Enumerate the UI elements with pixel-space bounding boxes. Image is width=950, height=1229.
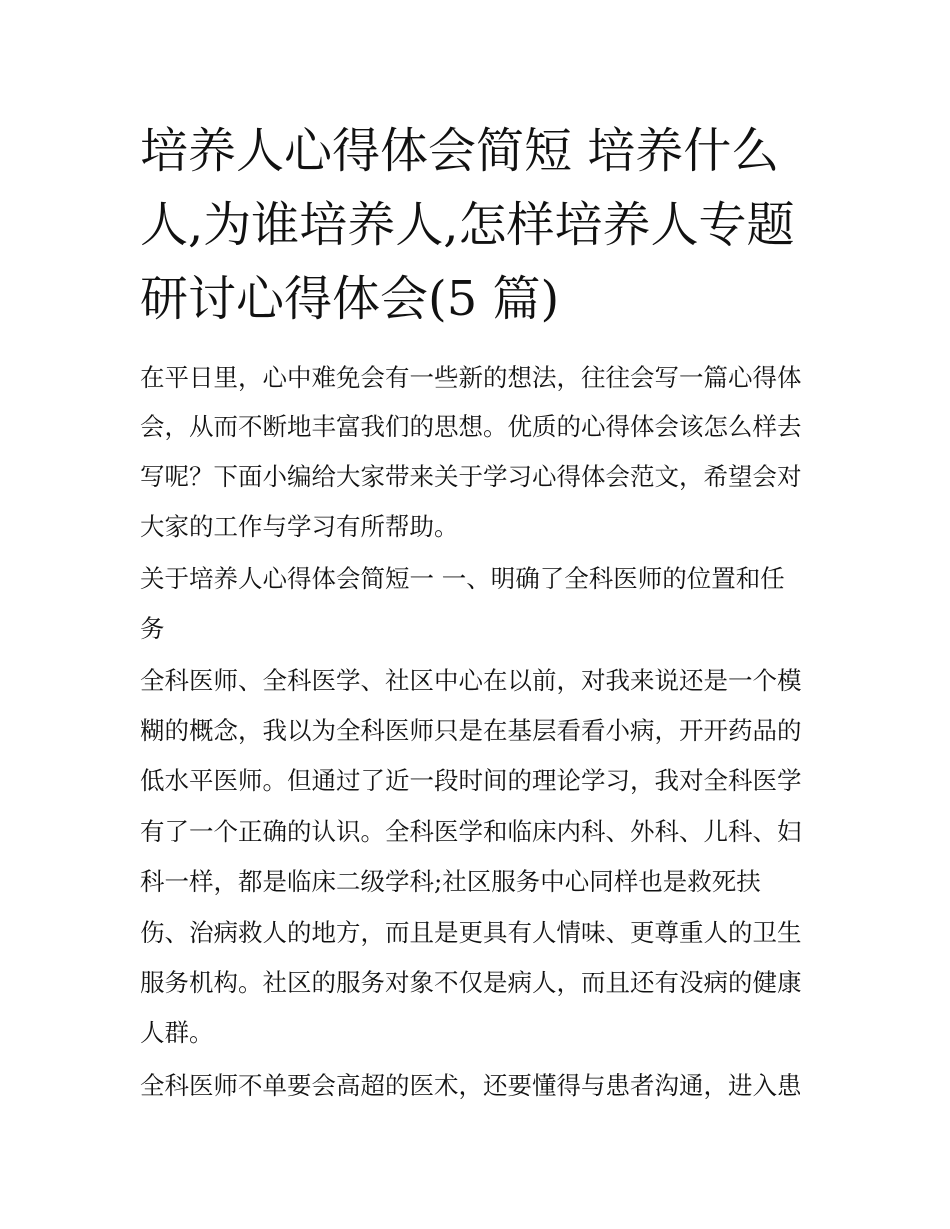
body-line-14: 人群。 (140, 1018, 214, 1047)
body-line-8: 糊的概念，我以为全科医师只是在基层看看小病，开开药品的 (140, 716, 802, 745)
body-line-6: 务 (140, 614, 165, 643)
body-line-10: 有了一个正确的认识。全科医学和临床内科、外科、儿科、妇 (140, 817, 802, 846)
body-line-15: 全科医师不单要会高超的医术，还要懂得与患者沟通，进入患 (140, 1071, 802, 1100)
body-line-13: 服务机构。社区的服务对象不仅是病人，而且还有没病的健康 (140, 968, 802, 997)
body-line-12: 伤、治病救人的地方，而且是更具有人情味、更尊重人的卫生 (140, 918, 802, 947)
body-line-5: 关于培养人心得体会简短一 一、明确了全科医师的位置和任 (140, 564, 785, 593)
body-line-7: 全科医师、全科医学、社区中心在以前，对我来说还是一个模 (140, 666, 802, 695)
body-line-4: 大家的工作与学习有所帮助。 (140, 512, 459, 541)
body-line-1: 在平日里，心中难免会有一些新的想法，往往会写一篇心得体 (140, 363, 802, 392)
title-line-2: 人,为谁培养人,怎样培养人专题 (140, 197, 795, 253)
body-line-9: 低水平医师。但通过了近一段时间的理论学习，我对全科医学 (140, 766, 802, 795)
title-line-3: 研讨心得体会(5 篇) (140, 271, 560, 327)
document-title (140, 114, 820, 336)
title-line-1: 培养人心得体会简短 培养什么 (140, 123, 780, 179)
body-line-2: 会，从而不断地丰富我们的思想。优质的心得体会该怎么样去 (140, 412, 802, 441)
body-line-11: 科一样，都是临床二级学科;社区服务中心同样也是救死扶 (140, 867, 761, 896)
body-line-3: 写呢？下面小编给大家带来关于学习心得体会范文，希望会对 (140, 462, 802, 491)
